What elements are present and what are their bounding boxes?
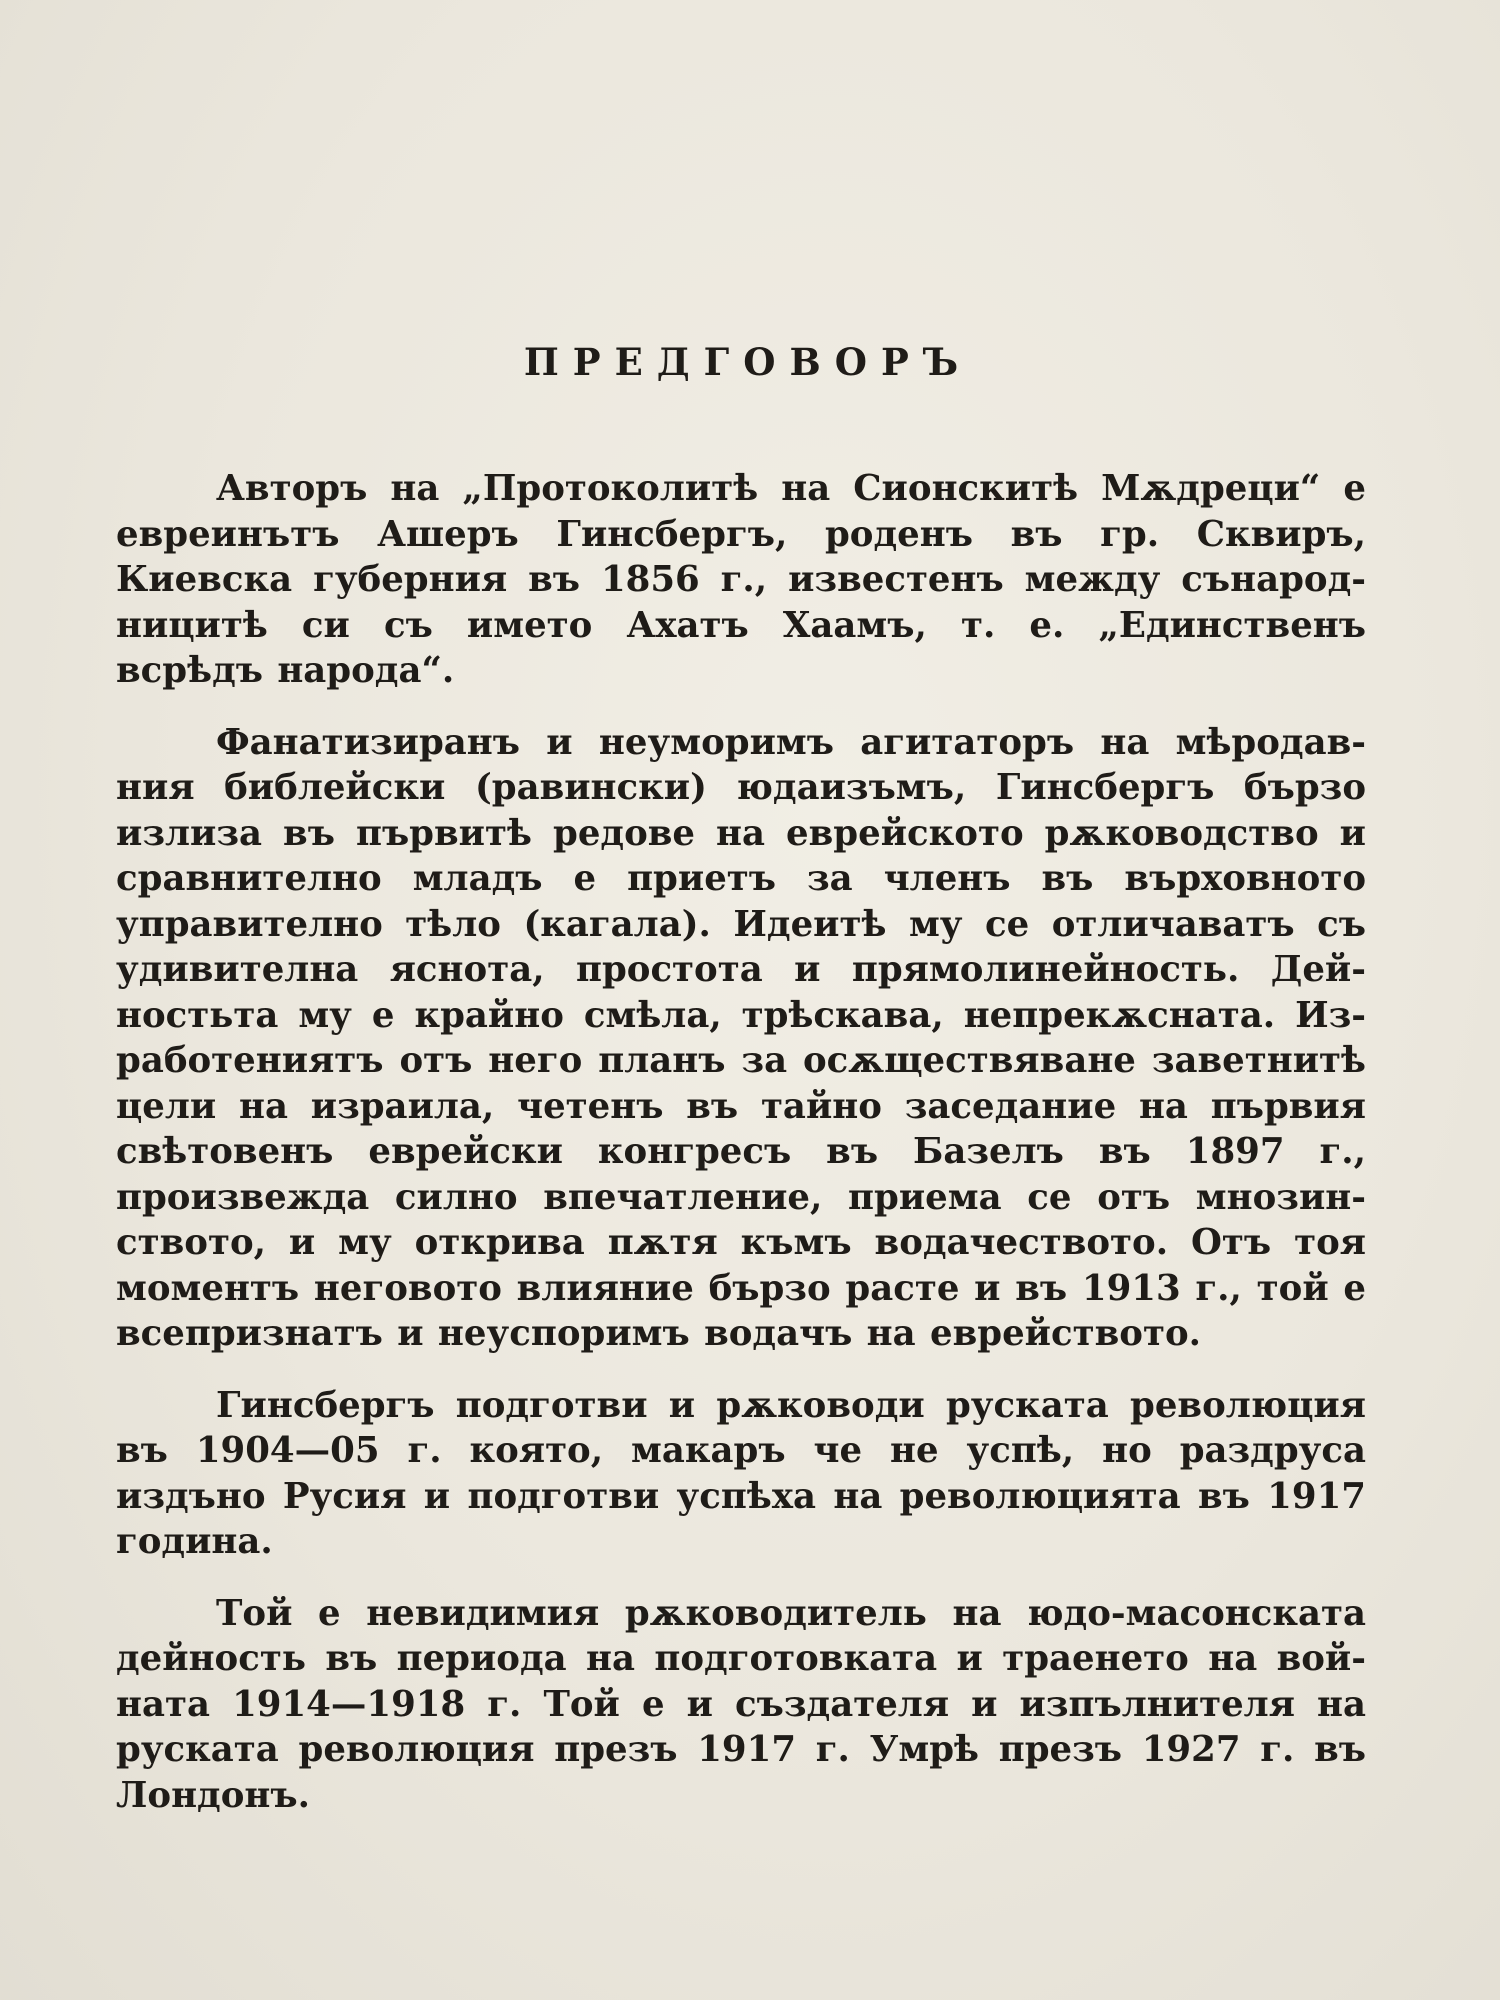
text-block [116,340,1366,1844]
paragraph-1: Авторъ на „Протоколитѣ на Сионскитѣ Мѫдреци“ е евреинътъ Ашеръ Гинсбергъ, роденъ въ гр. Сквиръ, Киевска губерния въ 1856 г., известенъ между сънародницитѣ си съ името Ахатъ Хаамъ, т. е. „Единственъ всрѣдъ народа“. [116,468,1366,692]
paragraph-3: Гинсбергъ подготви и рѫководи руската революция въ 1904—05 г. която, макаръ че не успѣ, но раздруса издъно Русия и подготви успѣха на революцията въ 1917 година. [116,1384,1366,1563]
paragraph-4: Той е невидимия рѫководитель на юдо-масонската дейность въ периода на подготовката и траенето на войната 1914—1918 г. Той е и създателя и изпълнителя на руската революция презъ 1917 г. Умрѣ презъ 1927 г. въ Лондонъ. [116,1592,1366,1816]
page-title: ПРЕДГОВОРЪ [523,340,973,384]
paragraph-2: Фанатизиранъ и неуморимъ агитаторъ на мѣродавния библейски (равински) юдаизъмъ, Гинсбергъ бързо излиза въ първитѣ редове на еврейското рѫководство и сравнително младъ е приетъ за членъ въ върховното управително тѣло (кагала). Идеитѣ му се отличаватъ съ удивителна яснота, простота и прямолинейность. Дейностьта му е крайно смѣла, трѣскава, непрекѫсната. Изработениятъ отъ него планъ за осѫществяване заветнитѣ цели на израила, четенъ въ тайно заседание на първия свѣтовенъ еврейски конгресъ въ Базелъ въ 1897 г., произвежда силно впечатление, приема се отъ мнозинството, и му открива пѫтя къмъ водачеството. Отъ тоя моментъ неговото влияние бързо расте и въ 1913 г., той е всепризнатъ и неуспоримъ водачъ на еврейството. [116,721,1366,1355]
